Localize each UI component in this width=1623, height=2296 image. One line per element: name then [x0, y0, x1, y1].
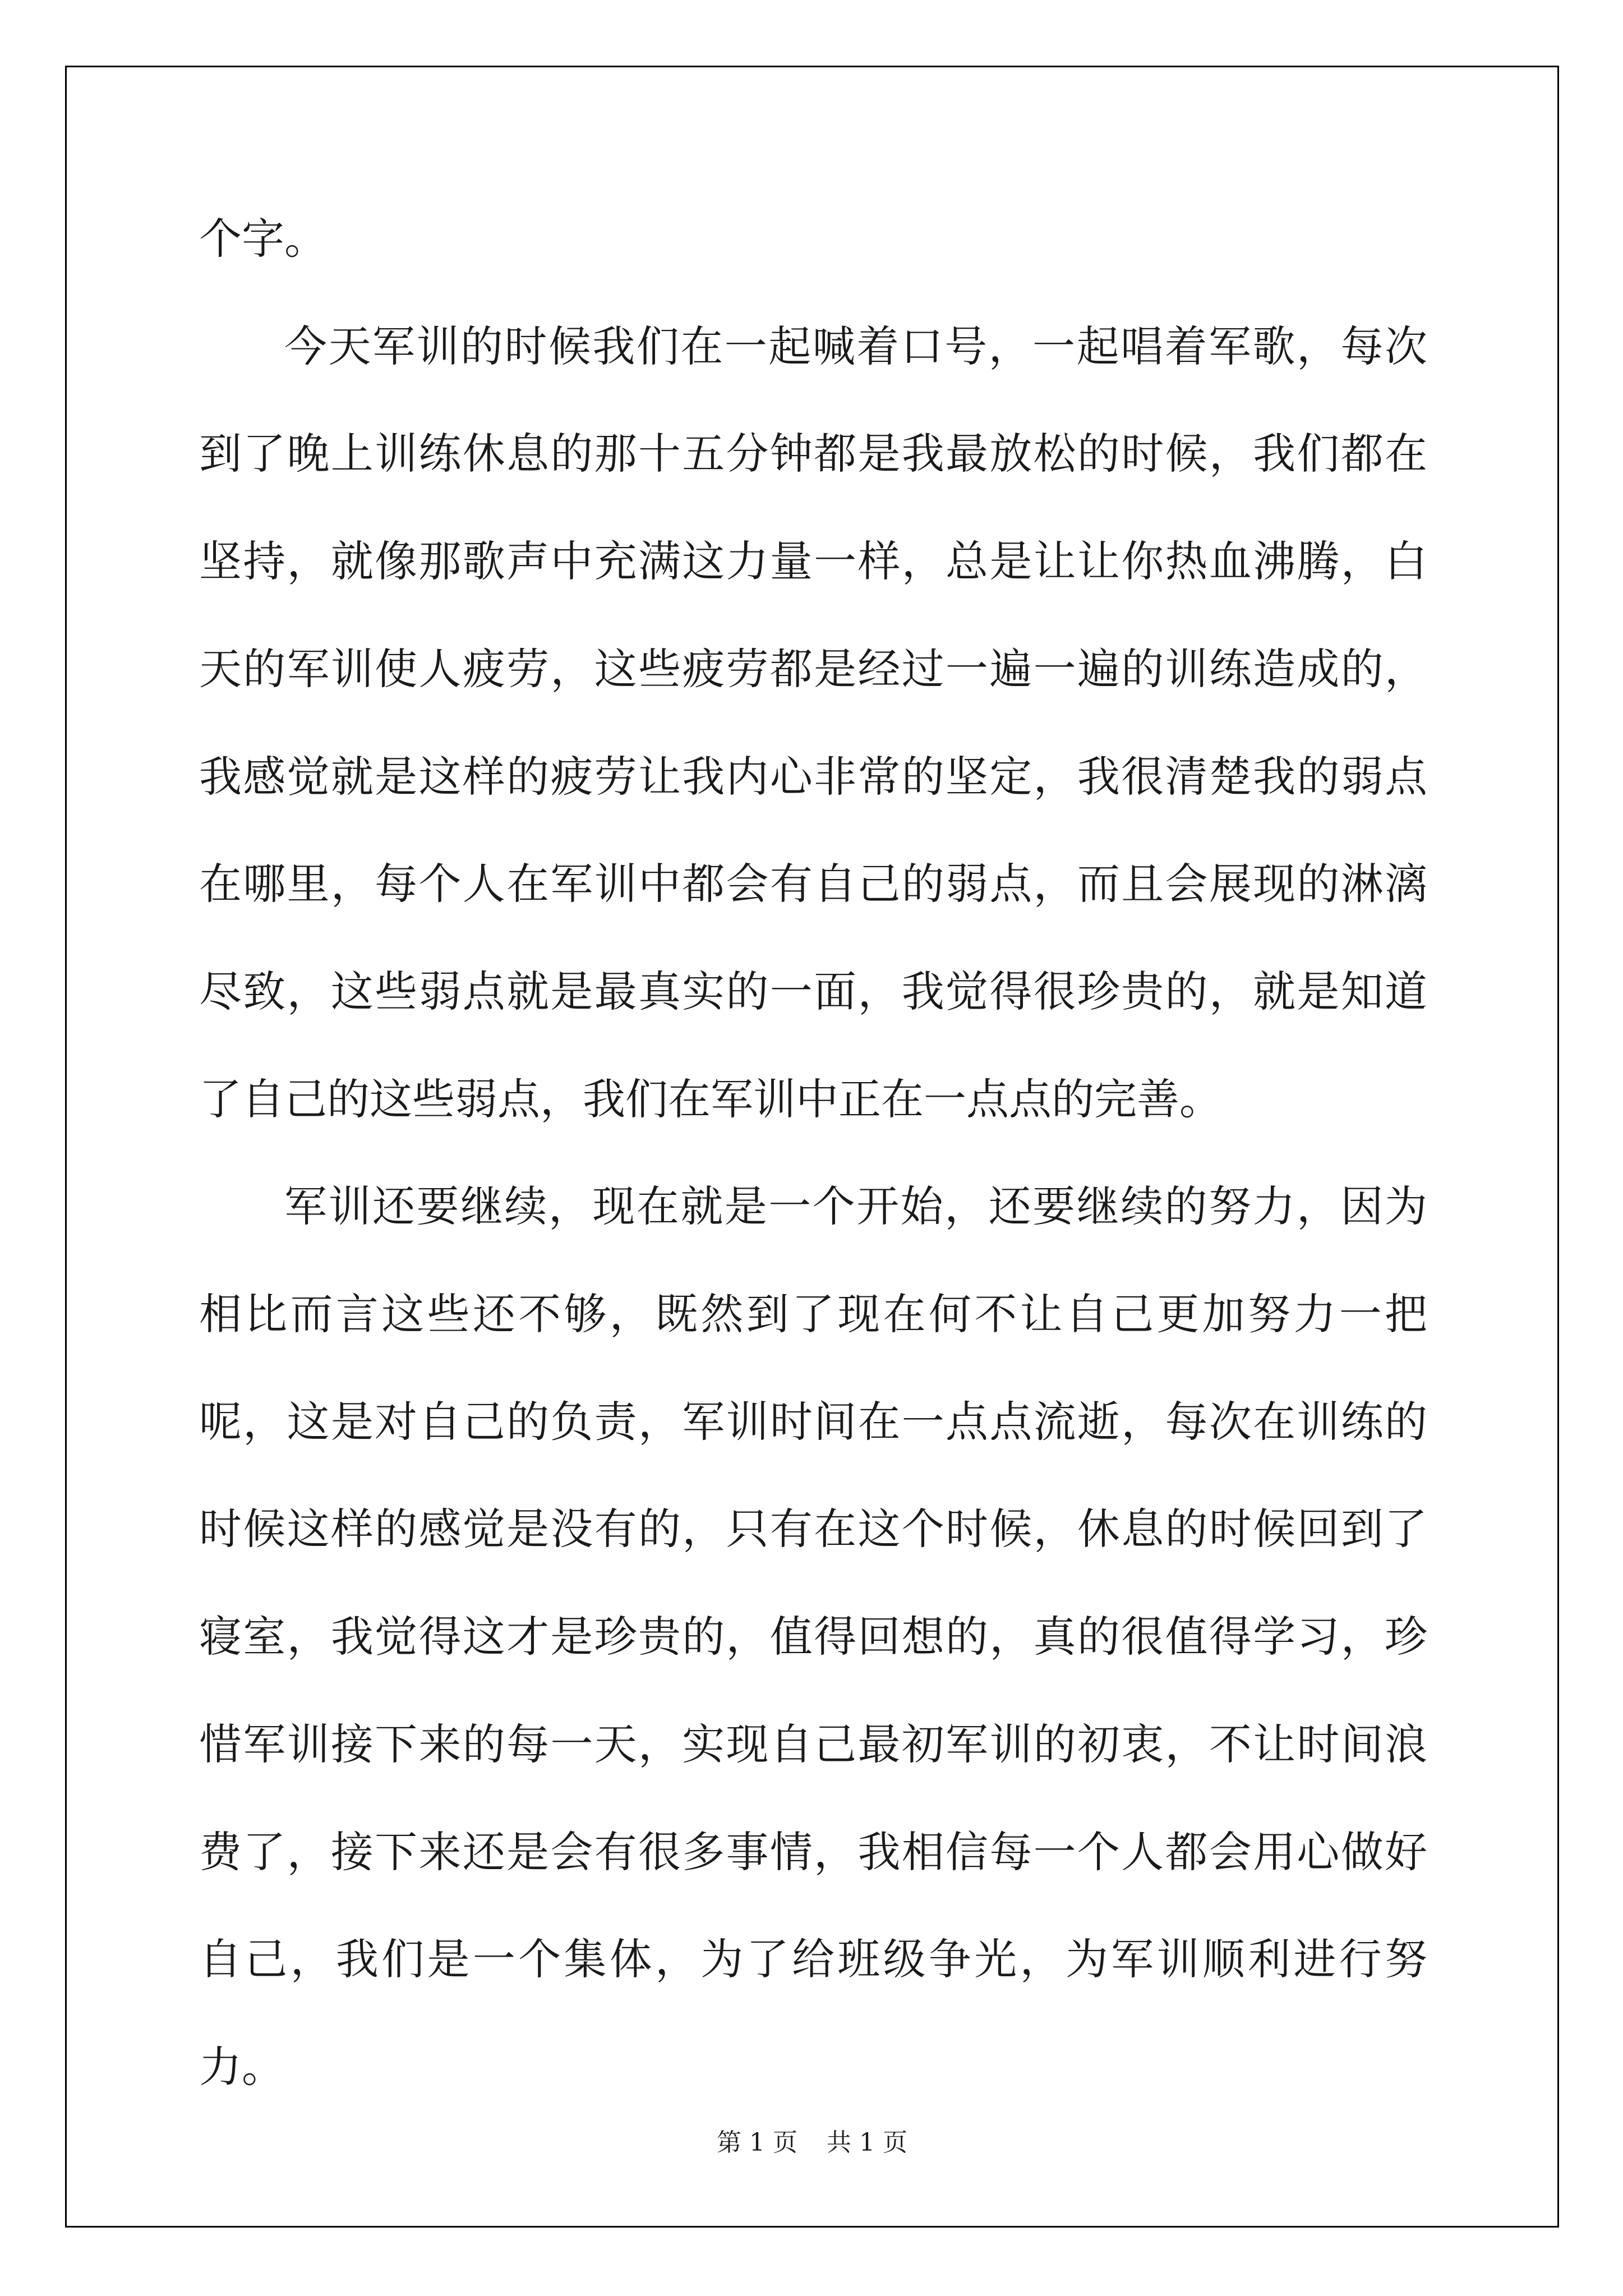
paragraph-1: 个字。	[199, 214, 327, 264]
document-body	[199, 185, 1427, 2121]
paragraph-3: 军训还要继续，现在就是一个开始，还要继续的努力，因为相比而言这些还不够，既然到了现在何不让自己更加努力一把呢，这是对自己的负责，军训时间在一点点流逝，每次在训练的时候这样的感觉是没有的，只有在这个时候，休息的时候回到了寝室，我觉得这才是珍贵的，值得回想的，真的很值得学习，珍惜军训接下来的每一天，实现自己最初军训的初衷，不让时间浪费了，接下来还是会有很多事情，我相信每一个人都会用心做好自己，我们是一个集体，为了给班级争光，为军训顺利进行努力。	[199, 1181, 1427, 2092]
page-footer	[65, 2126, 1559, 2160]
paragraph-2: 今天军训的时候我们在一起喊着口号，一起唱着军歌，每次到了晚上训练休息的那十五分钟都是我最放松的时候，我们都在坚持，就像那歌声中充满这力量一样，总是让让你热血沸腾，白天的军训使人疲劳，这些疲劳都是经过一遍一遍的训练造成的，我感觉就是这样的疲劳让我内心非常的坚定，我很清楚我的弱点在哪里，每个人在军训中都会有自己的弱点，而且会展现的淋漓尽致，这些弱点就是最真实的一面，我觉得很珍贵的，就是知道了自己的这些弱点，我们在军训中正在一点点的完善。	[199, 321, 1427, 1124]
page-number: 第 1 页	[717, 2128, 797, 2157]
page-total: 共 1 页	[827, 2128, 907, 2157]
